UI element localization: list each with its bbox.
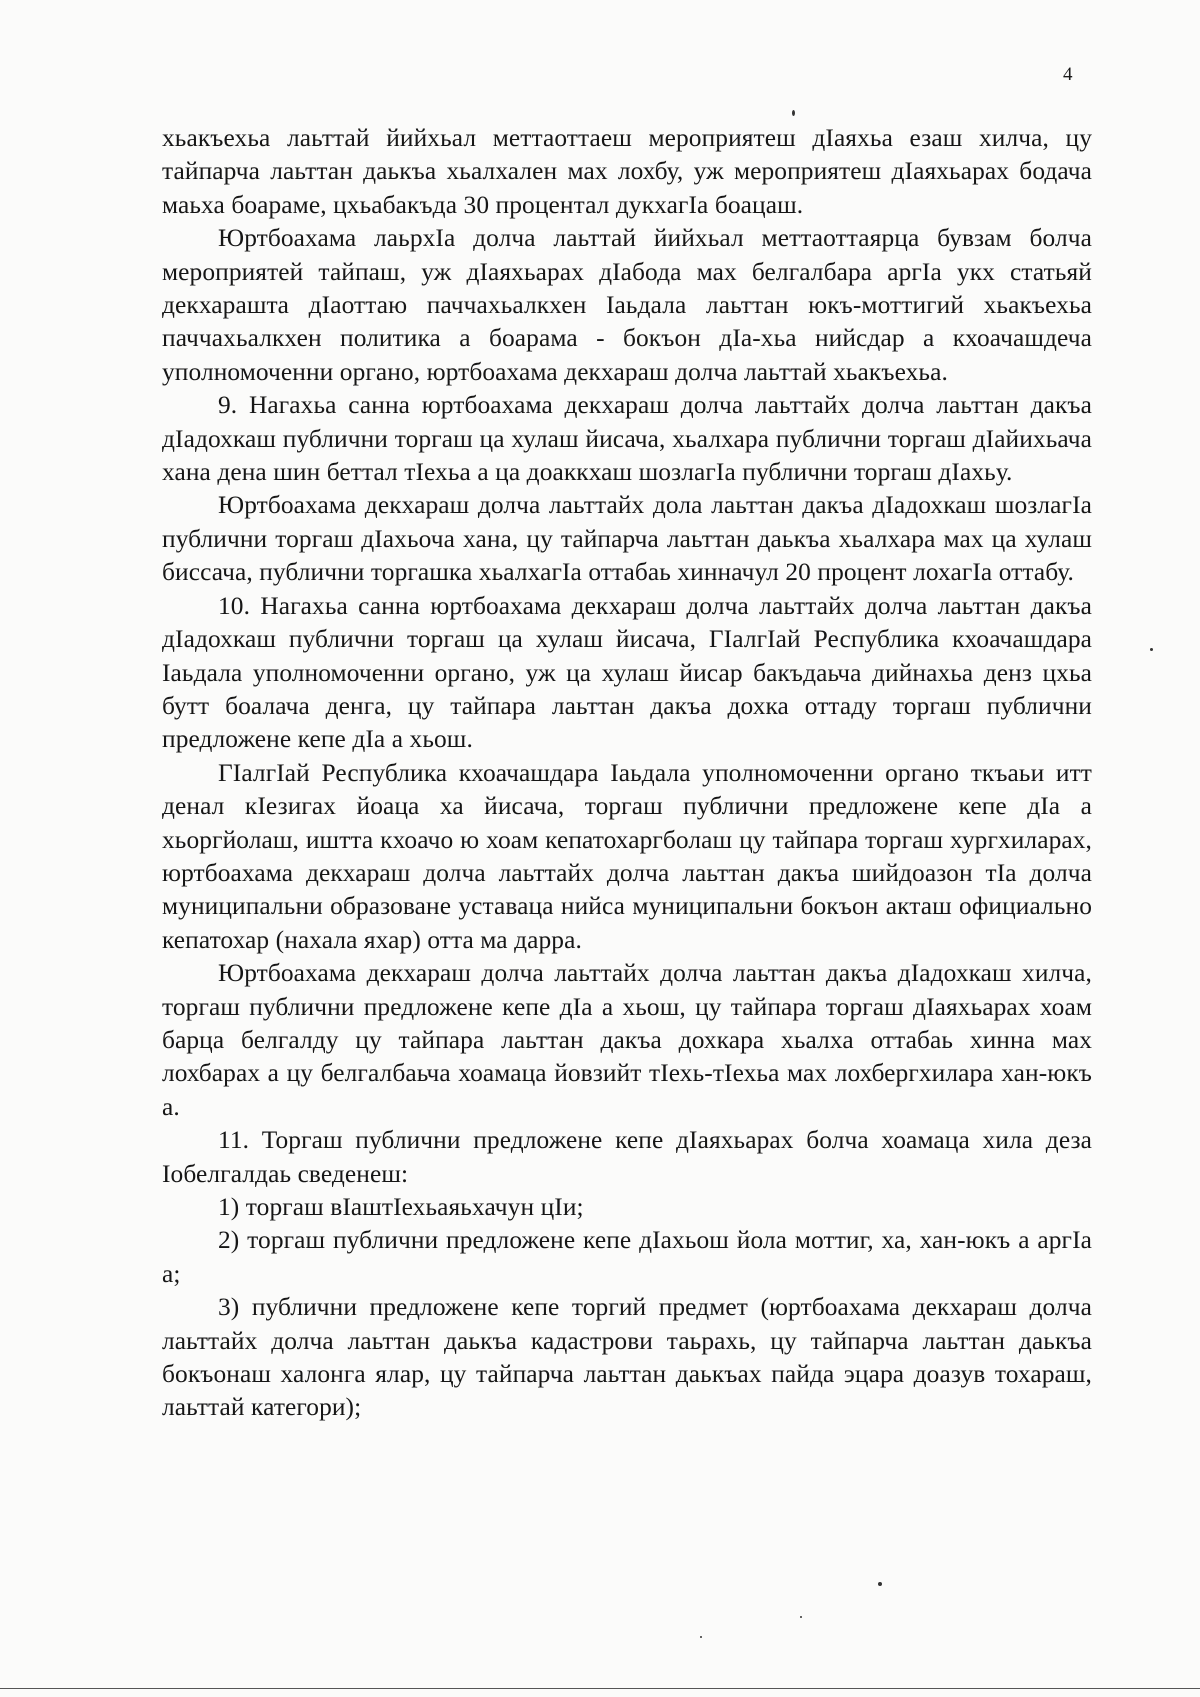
paragraph-item-11: 11. Торгаш публични предложене кепе дIаяхьарах болча хоамаца хила деза Iобелгалдаь сведенеш: (162, 1126, 1092, 1188)
paragraph: Юртбоахама декхараш долча лаьттайх долча лаьттан дакъа дIадохкаш хилча, торгаш публични предложене кепе дIа а хьош, цу тайпара торгаш дIаяхьарах хоам барца белгалду цу тайпара лаьттан дакъа дохкара хьалха оттабаь хинна мах лохбарах а цу белгалбаьча хоамаца йовзийт тIехь-тIехьа мах лохбергхилара хан-юкъ а. (162, 959, 1092, 1121)
scan-speck (878, 1582, 882, 1586)
page-number: 4 (1063, 64, 1073, 85)
scan-speck (800, 1616, 802, 1618)
paragraph: Юртбоахама лаьрхIа долча лаьттай йийхьал меттаоттаярца бувзам болча мероприятей тайпаш, уж дIаяхьарах дIабода мах белгалбара аргIа укх статьяй декхараштa дIаоттаю паччахьалкхен Iаьдала лаьттан юкъ-моттигий хьакъехьа паччахьалкхен политика а боарама - бокъон дIа-хьа нийсдар а кхоачашдеча уполномоченни органо, юртбоахама декхараш долча лаьттай хьакъехьа. (162, 224, 1092, 386)
scan-speck (700, 1636, 702, 1638)
list-item-2: 2) торгаш публични предложене кепе дIахьош йола моттиг, ха, хан-юкъ а аргIа а; (162, 1226, 1092, 1288)
paragraph: ГIалгIай Республика кхоачашдара Iаьдала уполномоченни органо ткъаьи итт денал кIезигах йоаца ха йисача, торгаш публични предложене кепе дIа а хьоргйолаш, иштта кхоачо ю хоам кепатохаргболаш цу тайпара торгаш хургхиларах, юртбоахама декхараш долча лаьттайх долча лаьттан дакъа шийдоазон тIа долча муниципальни образоване уставаца нийса муниципальни бокъон акташ официально кепатохар (нахала яхар) отта ма дарра. (162, 758, 1092, 954)
scan-speck (792, 110, 795, 116)
paragraph-item-9: 9. Нагахьа санна юртбоахама декхараш долча лаьттайх долча лаьттан дакъа дIадохкаш публични торгаш ца хулаш йисача, хьалхара публични торгаш дIайихьача хана дена шин беттал тIехьа а ца доаккхаш шозлагIа публични торгаш дIахьу. (162, 391, 1092, 487)
list-item-1: 1) торгаш вIаштIехьаяьхачун цIи; (218, 1193, 584, 1221)
list-item-3: 3) публични предложене кепе торгий предмет (юртбоахама декхараш долча лаьттайх долча лаьттан даькъа кадастрови таьрахь, цу тайпарча лаьттан даькъа бокъонаш халонга ялар, цу тайпарча лаьттан даькъах пайда эцара доазув тохараш, лаьттай категори); (162, 1293, 1092, 1422)
paragraph: Юртбоахама декхараш долча лаьттайх дола лаьттан дакъа дIадохкаш шозлагIа публични торгаш дIахьоча хана, цу тайпарча лаьттан даькъа хьалхара мах ца хулаш биссача, публични торгашка хьалхагIа оттабаь хинначул 20 процент лохагIа оттабу. (162, 491, 1092, 587)
scan-speck (1150, 648, 1153, 651)
paragraph-item-10: 10. Нагахьа санна юртбоахама декхараш долча лаьттайх долча лаьттан дакъа дIадохкаш публични торгаш ца хулаш йисача, ГIалгIай Республика кхоачашдара Iаьдала уполномоченни органо, уж ца хулаш йисар бакъдаьча дийнахьа денз цхьа бутт боалача денга, цу тайпара лаьттан дакъа дохка оттаду торгаш публични предложене кепе дIа а хьош. (162, 591, 1092, 754)
paragraph-continuation: хьакъехьа лаьттай йийхьал меттаоттаеш мероприятеш дIаяхьа езаш хилча, цу тайпарча лаьттан даькъа хьалхален мах лохбу, уж мероприятеш дIаяхьарах бодача маьха боараме, цхьабакъда 30 процентал дукхагIа боацаш. (162, 124, 1092, 219)
scan-edge-line (0, 1688, 1200, 1689)
document-body (162, 122, 1092, 1425)
